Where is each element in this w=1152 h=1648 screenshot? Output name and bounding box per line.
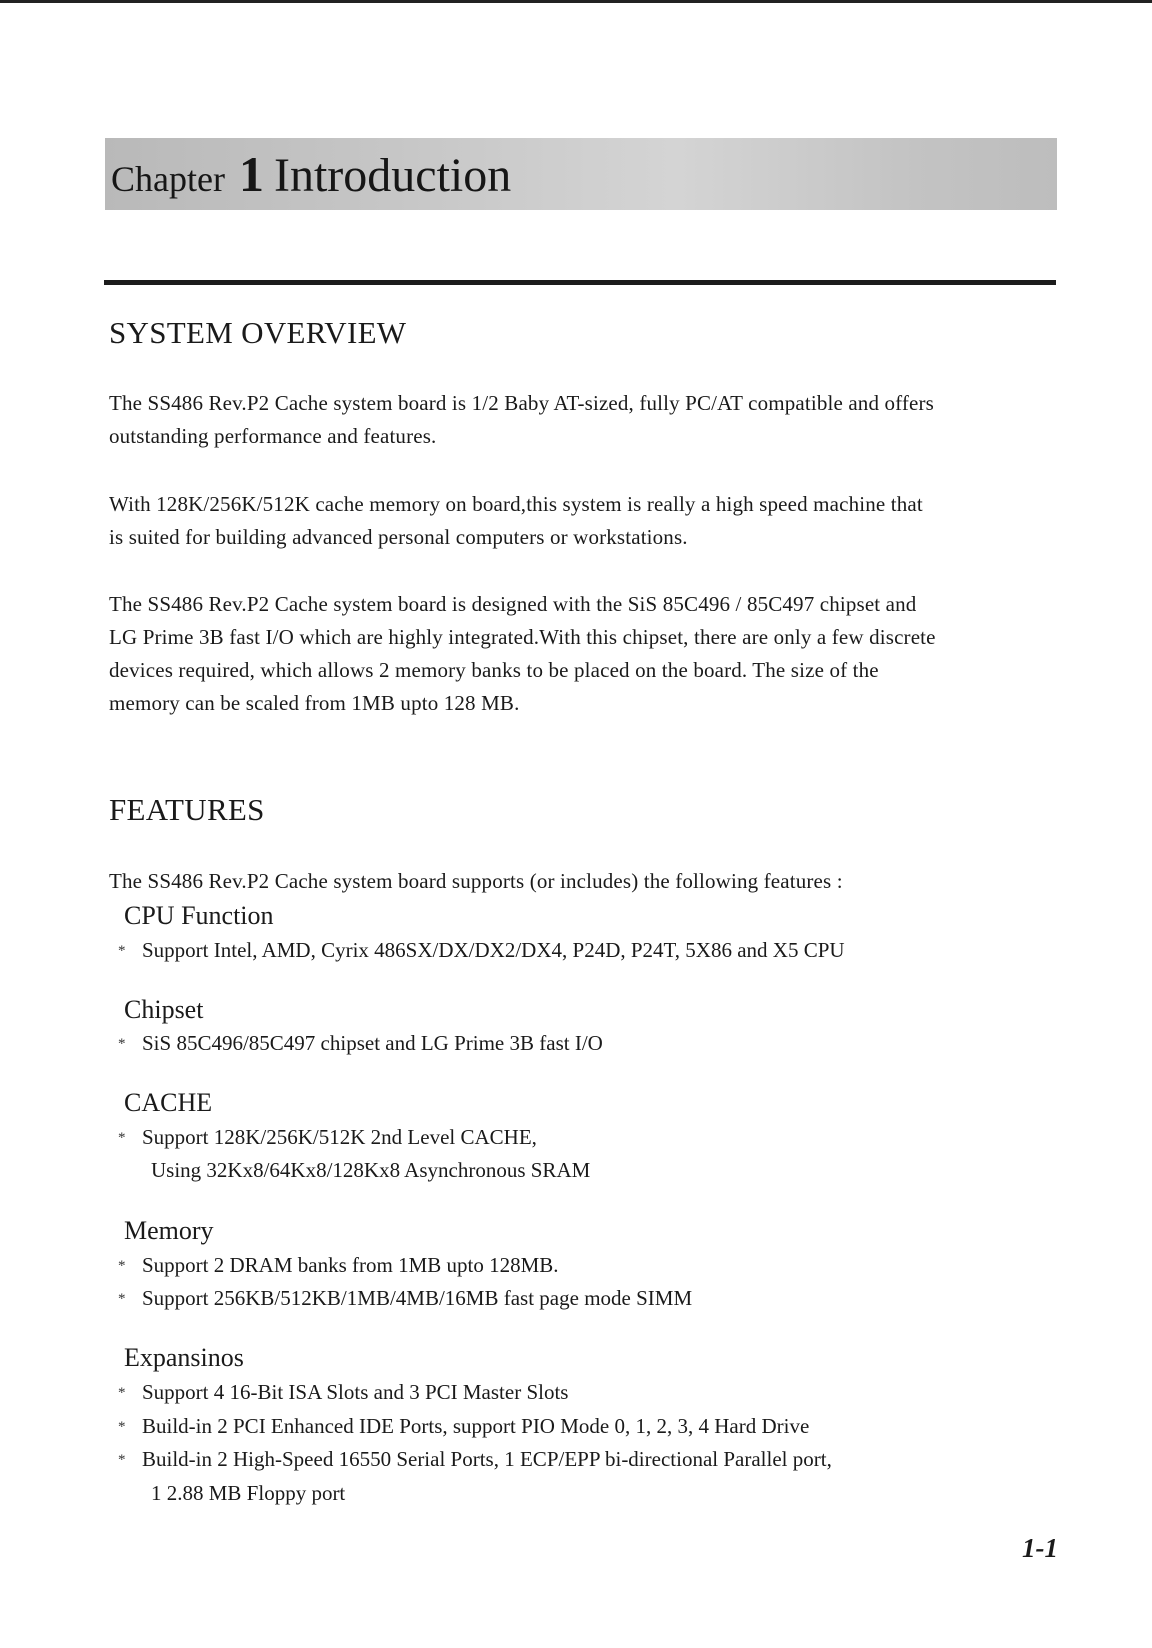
features-intro <box>109 865 1059 898</box>
feature-item-text: Build-in 2 High-Speed 16550 Serial Ports, 1 ECP/EPP bi-directional Parallel port, <box>142 1447 832 1471</box>
paragraph-line: The SS486 Rev.P2 Cache system board supports (or includes) the following features : <box>109 869 843 893</box>
feature-item <box>118 1121 537 1155</box>
feature-item-text: Support 4 16-Bit ISA Slots and 3 PCI Master Slots <box>142 1380 569 1404</box>
bullet-star: * <box>118 1130 126 1146</box>
page-number: 1-1 <box>1022 1533 1058 1563</box>
bullet-star: * <box>118 1258 126 1274</box>
overview-paragraph <box>109 488 1059 554</box>
paragraph-line: devices required, which allows 2 memory banks to be placed on the board. The size of the <box>109 658 879 682</box>
feature-item-text: Support Intel, AMD, Cyrix 486SX/DX/DX2/DX4, P24D, P24T, 5X86 and X5 CPU <box>142 938 845 962</box>
chapter-label: Chapter <box>111 159 225 199</box>
bullet-star: * <box>118 943 126 959</box>
section-heading-features: FEATURES <box>109 792 265 827</box>
paragraph-line: The SS486 Rev.P2 Cache system board is 1/2 Baby AT-sized, fully PC/AT compatible and offers <box>109 391 934 415</box>
feature-item <box>118 934 845 968</box>
section-heading-system-overview: SYSTEM OVERVIEW <box>109 315 407 350</box>
bullet-star: * <box>118 1452 126 1468</box>
feature-item-text: SiS 85C496/85C497 chipset and LG Prime 3B fast I/O <box>142 1031 603 1055</box>
feature-item <box>118 1249 559 1283</box>
chapter-name: Introduction <box>273 149 512 202</box>
bullet-star: * <box>118 1385 126 1401</box>
bullet-star: * <box>118 1419 126 1435</box>
overview-paragraph <box>109 387 1059 453</box>
feature-group-title-cache: CACHE <box>124 1088 213 1117</box>
paragraph-line: The SS486 Rev.P2 Cache system board is designed with the SiS 85C496 / 85C497 chipset and <box>109 592 917 616</box>
feature-group-title-expansions: Expansinos <box>124 1343 244 1372</box>
feature-item-text: Support 2 DRAM banks from 1MB upto 128MB. <box>142 1253 559 1277</box>
feature-item <box>118 1410 809 1444</box>
feature-item-text: Support 256KB/512KB/1MB/4MB/16MB fast page mode SIMM <box>142 1286 693 1310</box>
paragraph-line: With 128K/256K/512K cache memory on board,this system is really a high speed machine that <box>109 492 923 516</box>
feature-item-continuation: Using 32Kx8/64Kx8/128Kx8 Asynchronous SRAM <box>151 1158 591 1182</box>
paragraph-line: outstanding performance and features. <box>109 424 437 448</box>
feature-item <box>118 1376 568 1410</box>
feature-item-continuation: 1 2.88 MB Floppy port <box>151 1481 346 1505</box>
feature-group-title-chipset: Chipset <box>124 995 204 1024</box>
paragraph-line: LG Prime 3B fast I/O which are highly integrated.With this chipset, there are only a few discrete <box>109 625 936 649</box>
paragraph-line: is suited for building advanced personal computers or workstations. <box>109 525 688 549</box>
feature-item <box>118 1443 832 1477</box>
feature-item <box>118 1282 692 1316</box>
page-top-edge <box>0 0 1152 3</box>
chapter-number: 1 <box>238 146 264 202</box>
feature-item-text: Support 128K/256K/512K 2nd Level CACHE, <box>142 1125 537 1149</box>
feature-item-text: Build-in 2 PCI Enhanced IDE Ports, support PIO Mode 0, 1, 2, 3, 4 Hard Drive <box>142 1414 810 1438</box>
bullet-star: * <box>118 1291 126 1307</box>
chapter-title <box>111 139 511 209</box>
feature-group-title-memory: Memory <box>124 1216 214 1245</box>
bullet-star: * <box>118 1036 126 1052</box>
feature-item <box>118 1027 603 1061</box>
chapter-divider <box>104 280 1056 285</box>
paragraph-line: memory can be scaled from 1MB upto 128 MB. <box>109 691 520 715</box>
overview-paragraph <box>109 588 1059 720</box>
feature-group-title-cpu: CPU Function <box>124 901 274 930</box>
